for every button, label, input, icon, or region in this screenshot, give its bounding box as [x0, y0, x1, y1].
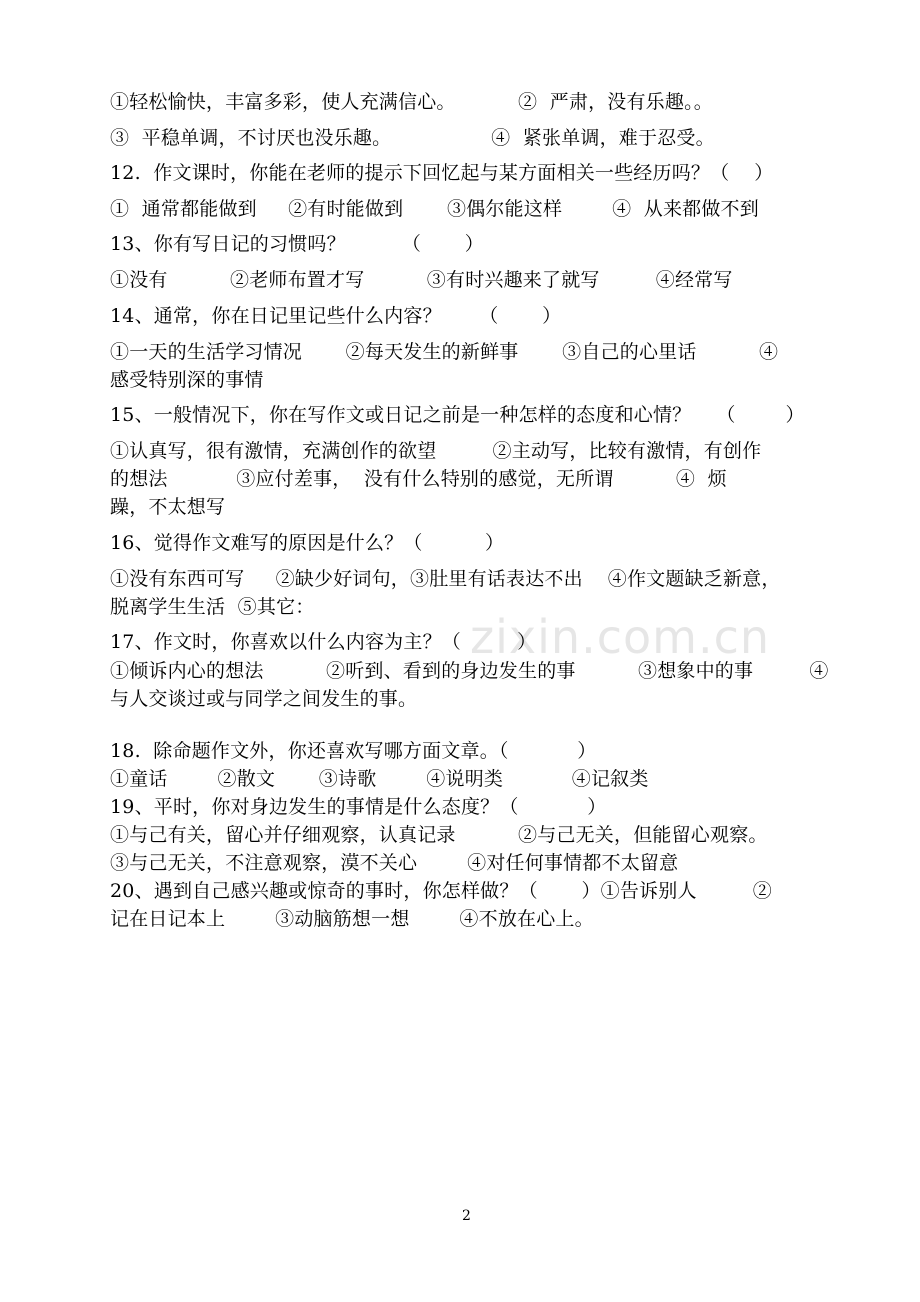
text-line: ①没有东西可写 ②缺少好词句，③肚里有话表达不出 ④作文题缺乏新意， [110, 568, 781, 590]
text-line: ③与己无关，不注意观察，漠不关心 ④对任何事情都不太留意 [110, 852, 679, 874]
text-line: 14、通常，你在日记里记些什么内容？ （ ） [110, 305, 562, 327]
text-line: ①认真写，很有激情，充满创作的欲望 ②主动写，比较有激情，有创作 [110, 440, 762, 462]
text-line: 18. 除命题作文外，你还喜欢写哪方面文章。（ ） [110, 740, 597, 762]
text-line: 与人交谈过或与同学之间发生的事。 [110, 688, 418, 710]
text-line: 15、一般情况下，你在写作文或日记之前是一种怎样的态度和心情？ （ ） [110, 404, 805, 426]
page-number: 2 [462, 1208, 471, 1224]
text-line: 19、平时，你对身边发生的事情是什么态度？（ ） [110, 796, 607, 818]
text-line: 13、你有写日记的习惯吗？ （ ） [110, 233, 485, 255]
watermark: zixin.com.cn [470, 610, 771, 664]
text-line: 的想法 ③应付差事， 没有什么特别的感觉，无所谓 ④ 烦 [110, 468, 727, 490]
text-line: 16、觉得作文难写的原因是什么？（ ） [110, 532, 505, 554]
text-line: 12. 作文课时，你能在老师的提示下回忆起与某方面相关一些经历吗？（ ） [110, 162, 774, 184]
text-line: 记在日记本上 ③动脑筋想一想 ④不放在心上。 [110, 908, 594, 930]
text-line: 17、作文时，你喜欢以什么内容为主？（ ） [110, 631, 537, 653]
text-line: ③ 平稳单调，不讨厌也没乐趣。 ④ 紧张单调，难于忍受。 [110, 127, 715, 149]
text-line: ①与己有关，留心并仔细观察，认真记录 ②与己无关，但能留心观察。 [110, 824, 768, 846]
text-line: 脱离学生生活 ⑤其它： [110, 596, 315, 618]
text-line: ①轻松愉快，丰富多彩，使人充满信心。 ② 严肃，没有乐趣。。 [110, 91, 713, 113]
text-line: 感受特别深的事情 [110, 369, 264, 391]
text-line: ①童话 ②散文 ③诗歌 ④说明类 ④记叙类 [110, 768, 649, 790]
text-line: ① 通常都能做到 ②有时能做到 ③偶尔能这样 ④ 从来都做不到 [110, 198, 759, 220]
text-line: ①一天的生活学习情况 ②每天发生的新鲜事 ③自己的心里话 ④ [110, 341, 779, 363]
text-line: 20、遇到自己感兴趣或惊奇的事时，你怎样做？（ ）①告诉别人 ② [110, 880, 773, 902]
text-line: 躁，不太想写 [110, 496, 226, 518]
text-line: ①倾诉内心的想法 ②听到、看到的身边发生的事 ③想象中的事 ④ [110, 660, 829, 682]
text-line: ①没有 ②老师布置才写 ③有时兴趣来了就写 ④经常写 [110, 269, 733, 291]
